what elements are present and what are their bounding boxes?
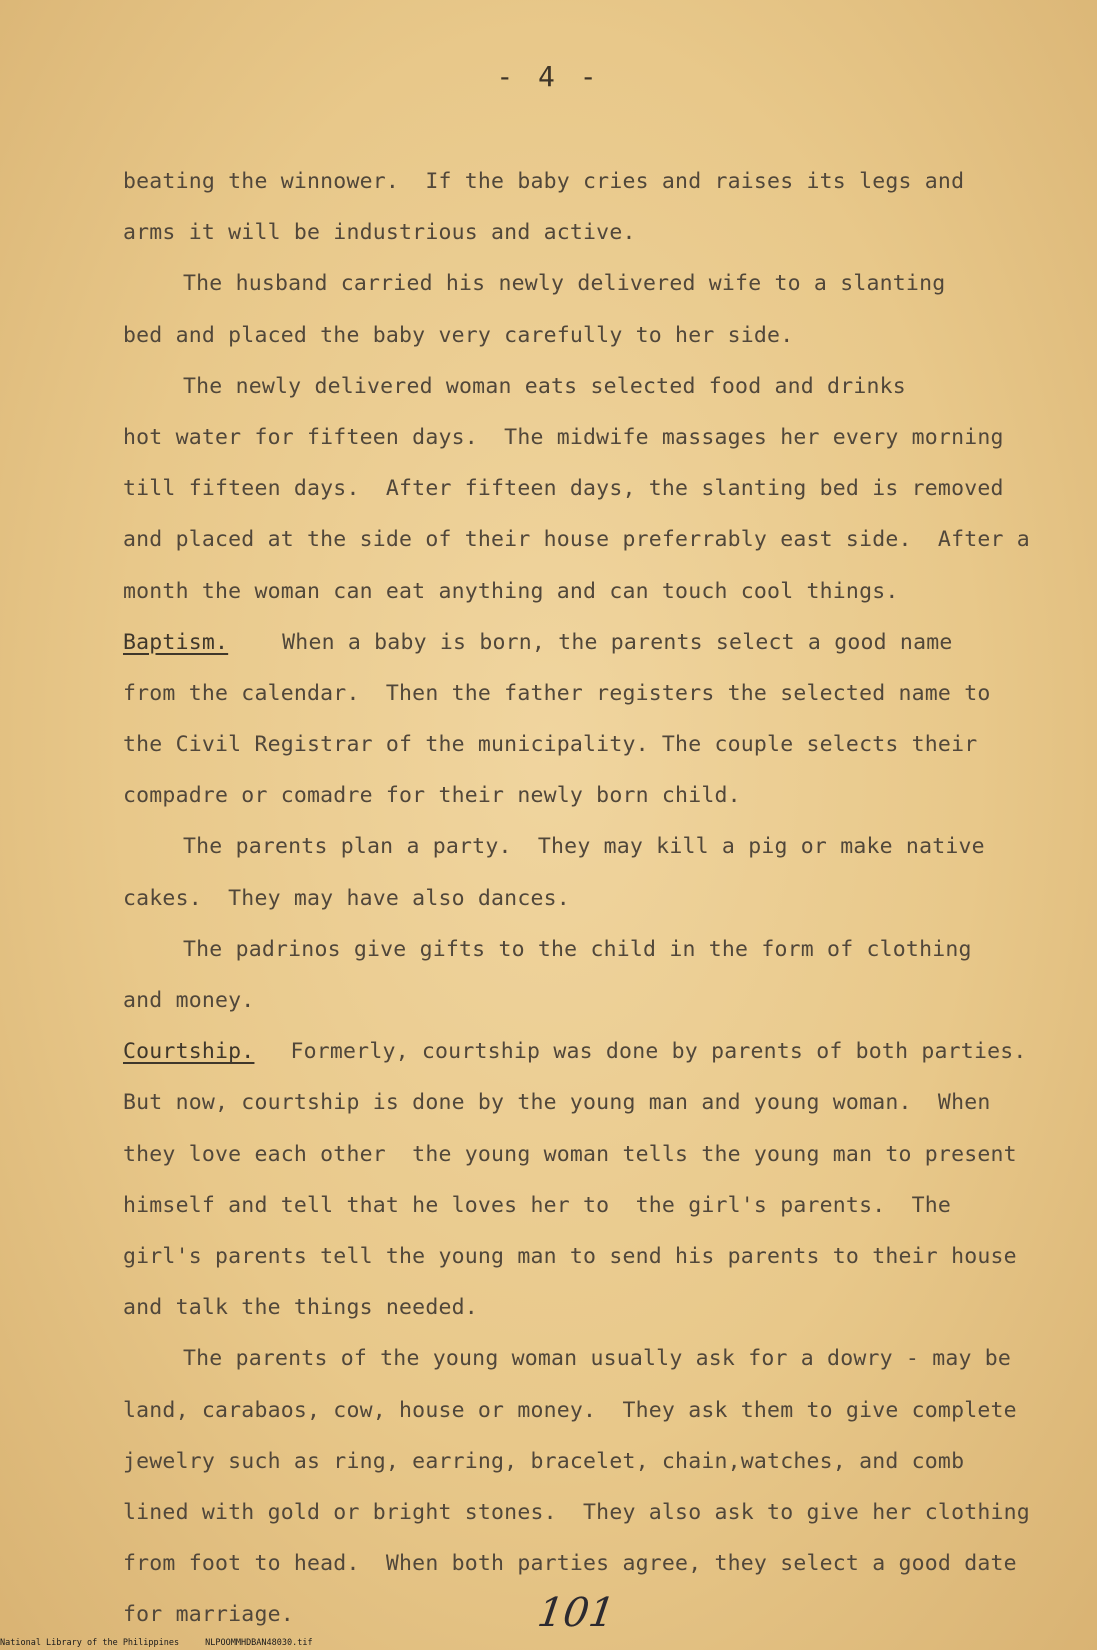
- text-line: land, carabaos, cow, house or money. They ask them to give complete: [123, 1397, 1017, 1423]
- text-line: arms it will be industrious and active.: [123, 220, 636, 246]
- section-heading-courtship: Courtship.: [123, 1039, 255, 1065]
- text-line: till fifteen days. After fifteen days, the slanting bed is removed: [123, 476, 1004, 502]
- text-line-content: When a baby is born, the parents select a good name: [282, 629, 953, 655]
- footer-file-id: NLPOOMMHDBAN48030.tif: [205, 1638, 313, 1648]
- text-line: But now, courtship is done by the young man and young woman. When: [123, 1090, 991, 1116]
- text-line: The parents plan a party. They may kill a pig or make native: [183, 834, 985, 860]
- text-line: from foot to head. When both parties agree, they select a good date: [123, 1551, 1017, 1577]
- text-line: and money.: [123, 988, 255, 1013]
- text-line: for marriage.: [123, 1602, 294, 1628]
- text-line: and talk the things needed.: [123, 1295, 478, 1321]
- text-line: himself and tell that he loves her to the girl's parents. The: [123, 1192, 952, 1218]
- text-line: compadre or comadre for their newly born child.: [123, 783, 741, 809]
- text-line: beating the winnower. If the baby cries and raises its legs and: [123, 169, 965, 194]
- text-line: jewelry such as ring, earring, bracelet, chain,watches, and comb: [123, 1448, 965, 1474]
- text-line: from the calendar. Then the father registers the selected name to: [123, 680, 991, 706]
- body-text: [123, 156, 1030, 1640]
- text-line: The padrinos give gifts to the child in the form of clothing: [183, 936, 972, 962]
- text-line: and placed at the side of their house preferrably east side. After a: [123, 527, 1030, 553]
- text-line: The newly delivered woman eats selected food and drinks: [183, 373, 906, 399]
- text-line: month the woman can eat anything and can touch cool things.: [123, 578, 899, 604]
- text-line: hot water for fifteen days. The midwife massages her every morning: [123, 424, 1004, 450]
- text-line: lined with gold or bright stones. They also ask to give her clothing: [123, 1499, 1030, 1525]
- text-line: they love each other the young woman tells the young man to present: [123, 1141, 1017, 1167]
- text-line: girl's parents tell the young man to send his parents to their house: [123, 1243, 1017, 1269]
- section-heading-baptism: Baptism.: [123, 629, 229, 655]
- text-line: [123, 617, 1023, 668]
- text-line: the Civil Registrar of the municipality. The couple selects their: [123, 732, 978, 758]
- text-line: The parents of the young woman usually ask for a dowry - may be: [183, 1346, 1012, 1372]
- footer-caption: [0, 1638, 339, 1648]
- text-line: bed and placed the baby very carefully to her side.: [123, 322, 794, 348]
- text-line-content: Formerly, courtship was done by parents of both parties.: [290, 1039, 1027, 1065]
- handwritten-folio-number: 101: [534, 1590, 618, 1636]
- page-number: - 4 -: [496, 60, 601, 93]
- footer-library: National Library of the Philippines: [0, 1638, 180, 1648]
- text-line: [123, 1026, 1027, 1077]
- text-line: cakes. They may have also dances.: [123, 885, 570, 911]
- text-line: The husband carried his newly delivered wife to a slanting: [183, 271, 946, 297]
